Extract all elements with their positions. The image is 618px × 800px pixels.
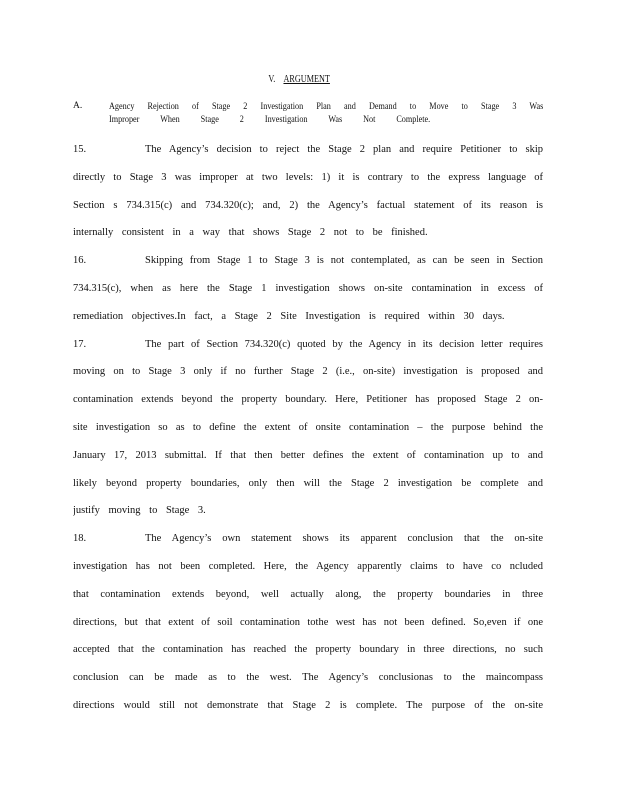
paragraph-line (73, 338, 543, 352)
paragraph-line: justify moving to Stage 3. (73, 505, 206, 516)
paragraph-line: internally consistent in a way that shows Stage 2 not to be finished. (73, 227, 428, 238)
paragraph-line: 734.315(c), when as here the Stage 1 investigation shows on-site contamination in excess of (73, 283, 543, 294)
paragraph-number: 16. (73, 255, 87, 266)
paragraph-number: 15. (73, 144, 87, 155)
line-text: The Agency’s own statement shows its apparent conclusion that the on-site (145, 533, 543, 544)
paragraph-line: site investigation so as to define the extent of onsite contamination – the purpose behind the (73, 422, 543, 433)
subheading (109, 101, 543, 127)
paragraph-line (73, 143, 543, 157)
paragraph-line: January 17, 2013 submittal. If that then better defines the extent of contamination up to and (73, 450, 543, 461)
line-text: The Agency’s decision to reject the Stage 2 plan and require Petitioner to skip (145, 144, 543, 155)
paragraph-line: likely beyond property boundaries, only then will the Stage 2 investigation be complete and (73, 478, 543, 489)
paragraph-line (73, 254, 543, 268)
subheading-letter: A. (73, 101, 83, 111)
paragraph-line: directions would still not demonstrate that Stage 2 is complete. The purpose of the on-site (73, 700, 543, 711)
paragraph-number: 18. (73, 533, 87, 544)
paragraph-line: remediation objectives.In fact, a Stage 2 Site Investigation is required within 30 days. (73, 311, 505, 322)
paragraph-line: conclusion can be made as to the west. The Agency’s conclusionas to the maincompass (73, 672, 543, 683)
paragraph-number: 17. (73, 339, 87, 350)
paragraph-line: contamination extends beyond the property boundary. Here, Petitioner has proposed Stage 2 on- (73, 394, 543, 405)
section-heading (56, 74, 563, 85)
line-text: Skipping from Stage 1 to Stage 3 is not contemplated, as can be seen in Section (145, 255, 543, 266)
paragraph-line: moving on to Stage 3 only if no further Stage 2 (i.e., on-site) investigation is proposed and (73, 366, 543, 377)
line-text: The part of Section 734.320(c) quoted by the Agency in its decision letter requires (145, 339, 543, 350)
paragraph-line (73, 532, 543, 546)
paragraph-line: Section s 734.315(c) and 734.320(c); and, 2) the Agency’s factual statement of its reason is (73, 200, 543, 211)
paragraph-line: that contamination extends beyond, well actually along, the property boundaries in three (73, 589, 543, 600)
paragraph-line: accepted that the contamination has reached the property boundary in three directions, no such (73, 644, 543, 655)
paragraph-line: investigation has not been completed. Here, the Agency apparently claims to have co ncluded (73, 561, 543, 572)
subheading-line-2: Improper When Stage 2 Investigation Was Not Complete. (109, 115, 431, 125)
section-number: V. (268, 74, 276, 85)
subheading-line-1: Agency Rejection of Stage 2 Investigation Plan and Demand to Move to Stage 3 Was (109, 102, 544, 112)
paragraph-line: directly to Stage 3 was improper at two levels: 1) it is contrary to the express language of (73, 172, 543, 183)
section-title: ARGUMENT (283, 74, 330, 85)
paragraph-line: directions, but that extent of soil contamination tothe west has not been defined. So,even if one (73, 617, 543, 628)
